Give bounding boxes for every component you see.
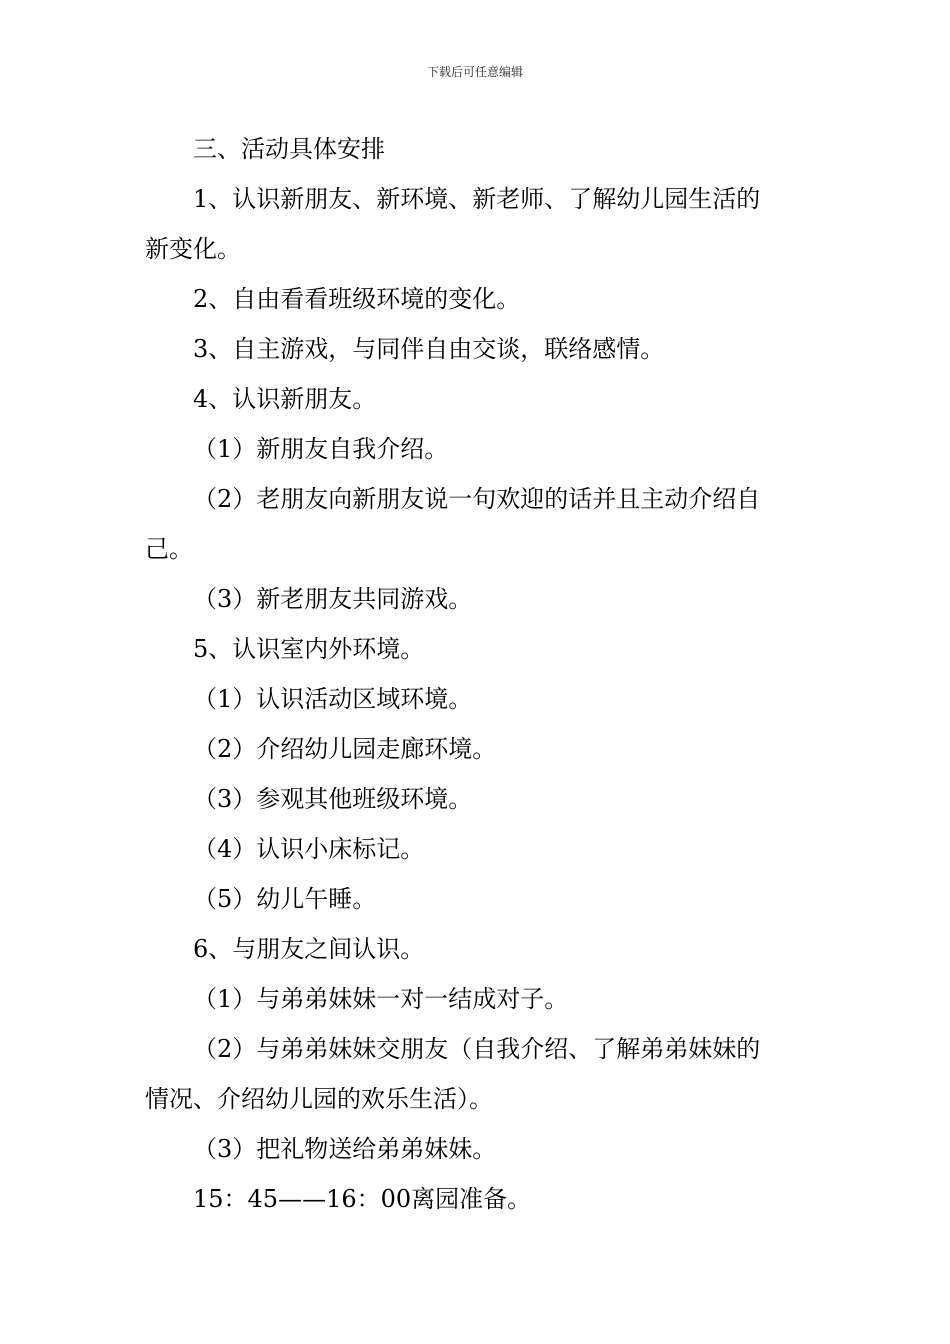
- sub-list-item: （2）老朋友向新朋友说一句欢迎的话并且主动介绍自: [193, 485, 761, 513]
- schedule-time-line: 15：45——16：00离园准备。: [193, 1185, 532, 1213]
- sub-list-item: （3）把礼物送给弟弟妹妹。: [193, 1135, 497, 1163]
- sub-list-item: （4）认识小床标记。: [193, 835, 425, 863]
- list-item-continuation: 新变化。: [145, 235, 241, 263]
- sub-list-item: （1）认识活动区域环境。: [193, 685, 473, 713]
- page-header: 下载后可任意编辑: [426, 65, 523, 79]
- list-item: 1、认识新朋友、新环境、新老师、了解幼儿园生活的: [193, 185, 761, 213]
- sub-list-item-continuation: 己。: [145, 535, 193, 563]
- document-body: [145, 124, 810, 1224]
- list-item: 4、认识新朋友。: [193, 385, 377, 413]
- list-item: 3、自主游戏，与同伴自由交谈，联络感情。: [193, 335, 665, 363]
- sub-list-item: （2）与弟弟妹妹交朋友（自我介绍、了解弟弟妹妹的: [193, 1035, 761, 1063]
- sub-list-item-continuation: 情况、介绍幼儿园的欢乐生活）。: [145, 1085, 493, 1113]
- sub-list-item: （1）与弟弟妹妹一对一结成对子。: [193, 985, 569, 1013]
- list-item: 2、自由看看班级环境的变化。: [193, 285, 521, 313]
- sub-list-item: （1）新朋友自我介绍。: [193, 435, 449, 463]
- sub-list-item: （2）介绍幼儿园走廊环境。: [193, 735, 497, 763]
- section-heading: 三、活动具体安排: [193, 135, 385, 163]
- list-item: 5、认识室内外环境。: [193, 635, 425, 663]
- sub-list-item: （3）新老朋友共同游戏。: [193, 585, 473, 613]
- sub-list-item: （3）参观其他班级环境。: [193, 785, 473, 813]
- sub-list-item: （5）幼儿午睡。: [193, 885, 377, 913]
- list-item: 6、与朋友之间认识。: [193, 935, 425, 963]
